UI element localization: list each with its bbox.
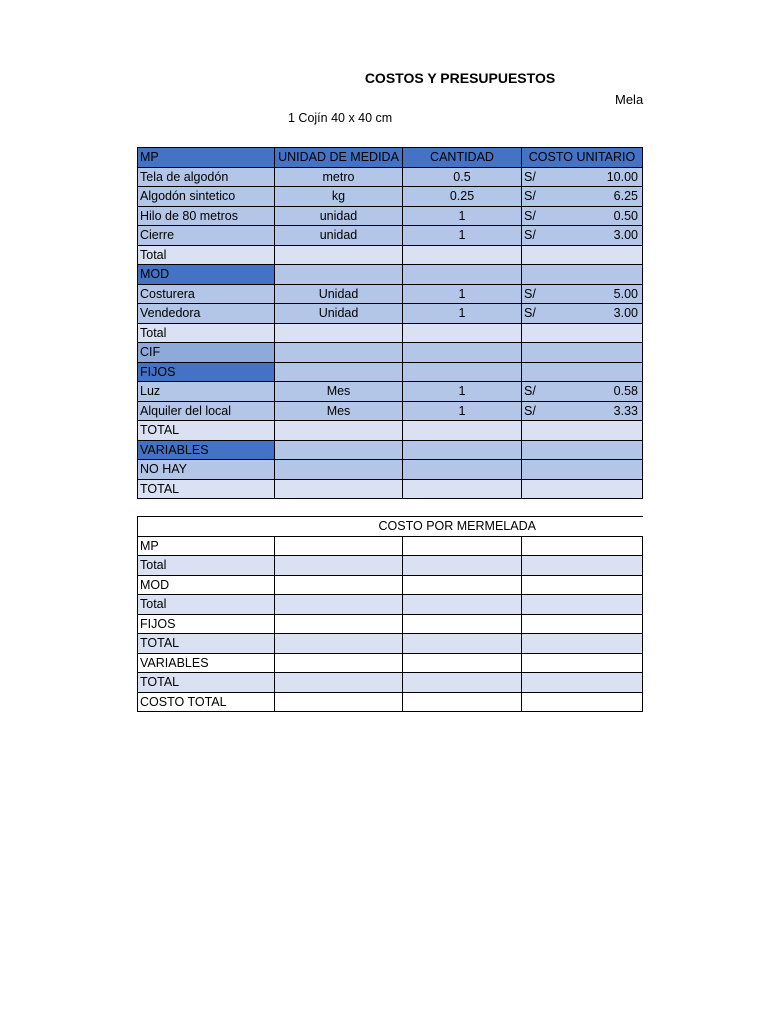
header-quantity[interactable]: CANTIDAD: [403, 148, 522, 168]
unit-cost-cell[interactable]: [522, 343, 643, 363]
table-row: [138, 382, 643, 402]
row-label[interactable]: Cierre: [138, 226, 275, 246]
summary-value-cell[interactable]: [275, 673, 403, 693]
summary-value-cell[interactable]: [522, 634, 643, 654]
summary-row: [138, 614, 643, 634]
unit-cost-cell[interactable]: [522, 226, 643, 246]
currency-symbol: S/: [524, 189, 536, 204]
cost-value: 3.33: [613, 403, 638, 418]
unit-cell[interactable]: [275, 323, 403, 343]
summary-value-cell[interactable]: [275, 634, 403, 654]
quantity-cell[interactable]: [403, 440, 522, 460]
quantity-cell[interactable]: 0.25: [403, 187, 522, 207]
table-row: [138, 479, 643, 499]
unit-cost-cell[interactable]: [522, 479, 643, 499]
unit-cell[interactable]: [275, 265, 403, 285]
unit-cost-cell[interactable]: [522, 460, 643, 480]
cost-value: 10.00: [606, 169, 638, 184]
summary-label[interactable]: Total: [138, 556, 275, 576]
summary-table: [137, 516, 643, 712]
header-unit-cost[interactable]: COSTO UNITARIO: [522, 148, 643, 168]
unit-cell[interactable]: [275, 479, 403, 499]
currency-symbol: S/: [524, 306, 536, 321]
summary-label[interactable]: MOD: [138, 575, 275, 595]
unit-cell[interactable]: [275, 460, 403, 480]
section-label[interactable]: MOD: [138, 265, 275, 285]
summary-value-cell[interactable]: [522, 692, 643, 712]
author-name: Mela: [615, 92, 644, 107]
summary-value-cell[interactable]: [275, 556, 403, 576]
quantity-cell[interactable]: 0.5: [403, 167, 522, 187]
unit-cost-cell[interactable]: [522, 167, 643, 187]
unit-cost-cell[interactable]: [522, 304, 643, 324]
section-label[interactable]: FIJOS: [138, 362, 275, 382]
summary-value-cell[interactable]: [275, 692, 403, 712]
cost-value: 3.00: [613, 228, 638, 243]
quantity-cell[interactable]: [403, 323, 522, 343]
row-label[interactable]: Hilo de 80 metros: [138, 206, 275, 226]
summary-value-cell[interactable]: [403, 595, 522, 615]
summary-value-cell[interactable]: [403, 692, 522, 712]
unit-cost-cell[interactable]: [522, 187, 643, 207]
row-label[interactable]: Vendedora: [138, 304, 275, 324]
quantity-cell[interactable]: 1: [403, 382, 522, 402]
quantity-cell[interactable]: 1: [403, 284, 522, 304]
product-subtitle: 1 Cojín 40 x 40 cm: [288, 111, 393, 125]
summary-value-cell[interactable]: [403, 614, 522, 634]
unit-cost-cell[interactable]: [522, 421, 643, 441]
unit-cell[interactable]: Mes: [275, 401, 403, 421]
quantity-cell[interactable]: 1: [403, 206, 522, 226]
header-unit[interactable]: UNIDAD DE MEDIDA: [275, 148, 403, 168]
unit-cell[interactable]: [275, 421, 403, 441]
unit-cell[interactable]: [275, 245, 403, 265]
quantity-cell[interactable]: [403, 421, 522, 441]
summary-value-cell[interactable]: [522, 575, 643, 595]
cost-table-header: [138, 148, 643, 168]
summary-label[interactable]: Total: [138, 595, 275, 615]
unit-cost-cell[interactable]: [522, 245, 643, 265]
quantity-cell[interactable]: 1: [403, 226, 522, 246]
summary-value-cell[interactable]: [403, 575, 522, 595]
section-label[interactable]: CIF: [138, 343, 275, 363]
summary-caption[interactable]: COSTO POR MERMELADA: [275, 517, 643, 537]
summary-row: [138, 556, 643, 576]
unit-cell[interactable]: [275, 440, 403, 460]
currency-symbol: S/: [524, 169, 536, 184]
summary-row: [138, 692, 643, 712]
section-row: [138, 362, 643, 382]
summary-value-cell[interactable]: [403, 673, 522, 693]
row-label[interactable]: NO HAY: [138, 460, 275, 480]
quantity-cell[interactable]: 1: [403, 304, 522, 324]
summary-value-cell[interactable]: [522, 653, 643, 673]
table-row: [138, 284, 643, 304]
quantity-cell[interactable]: [403, 362, 522, 382]
table-row: [138, 401, 643, 421]
summary-caption-cell[interactable]: [138, 517, 275, 537]
summary-label[interactable]: FIJOS: [138, 614, 275, 634]
quantity-cell[interactable]: [403, 265, 522, 285]
currency-symbol: S/: [524, 208, 536, 223]
summary-label[interactable]: MP: [138, 536, 275, 556]
currency-symbol: S/: [524, 403, 536, 418]
summary-value-cell[interactable]: [275, 575, 403, 595]
summary-value-cell[interactable]: [275, 653, 403, 673]
table-row: [138, 460, 643, 480]
unit-cost-cell[interactable]: [522, 440, 643, 460]
quantity-cell[interactable]: [403, 343, 522, 363]
row-label[interactable]: Tela de algodón: [138, 167, 275, 187]
section-row: [138, 440, 643, 460]
row-label[interactable]: Alquiler del local: [138, 401, 275, 421]
summary-row: [138, 595, 643, 615]
cost-value: 6.25: [613, 189, 638, 204]
summary-value-cell[interactable]: [275, 536, 403, 556]
quantity-cell[interactable]: [403, 245, 522, 265]
unit-cell[interactable]: unidad: [275, 226, 403, 246]
row-label[interactable]: Costurera: [138, 284, 275, 304]
section-label[interactable]: VARIABLES: [138, 440, 275, 460]
summary-row: [138, 575, 643, 595]
cost-table: [137, 147, 643, 499]
cost-value: 3.00: [613, 306, 638, 321]
row-label[interactable]: TOTAL: [138, 421, 275, 441]
summary-value-cell[interactable]: [522, 536, 643, 556]
unit-cost-cell[interactable]: [522, 382, 643, 402]
header-mp[interactable]: MP: [138, 148, 275, 168]
table-row: [138, 245, 643, 265]
cost-value: 5.00: [613, 286, 638, 301]
summary-value-cell[interactable]: [275, 595, 403, 615]
table-row: [138, 167, 643, 187]
row-label[interactable]: TOTAL: [138, 479, 275, 499]
unit-cost-cell[interactable]: [522, 265, 643, 285]
row-label[interactable]: Luz: [138, 382, 275, 402]
unit-cell[interactable]: kg: [275, 187, 403, 207]
table-row: [138, 226, 643, 246]
table-row: [138, 421, 643, 441]
unit-cell[interactable]: [275, 343, 403, 363]
unit-cell[interactable]: metro: [275, 167, 403, 187]
summary-value-cell[interactable]: [522, 673, 643, 693]
table-row: [138, 304, 643, 324]
quantity-cell[interactable]: 1: [403, 401, 522, 421]
cost-value: 0.50: [613, 208, 638, 223]
summary-value-cell[interactable]: [522, 595, 643, 615]
summary-row: [138, 673, 643, 693]
summary-label[interactable]: TOTAL: [138, 634, 275, 654]
section-row: [138, 265, 643, 285]
table-row: [138, 323, 643, 343]
summary-label[interactable]: TOTAL: [138, 673, 275, 693]
unit-cell[interactable]: unidad: [275, 206, 403, 226]
summary-label[interactable]: COSTO TOTAL: [138, 692, 275, 712]
section-row: [138, 343, 643, 363]
table-row: [138, 187, 643, 207]
unit-cost-cell[interactable]: [522, 323, 643, 343]
currency-symbol: S/: [524, 286, 536, 301]
quantity-cell[interactable]: [403, 460, 522, 480]
currency-symbol: S/: [524, 228, 536, 243]
row-label[interactable]: Algodón sintetico: [138, 187, 275, 207]
unit-cell[interactable]: Unidad: [275, 304, 403, 324]
cost-value: 0.58: [613, 384, 638, 399]
currency-symbol: S/: [524, 384, 536, 399]
summary-label[interactable]: VARIABLES: [138, 653, 275, 673]
row-label[interactable]: Total: [138, 245, 275, 265]
table-row: [138, 206, 643, 226]
unit-cost-cell[interactable]: [522, 206, 643, 226]
unit-cell[interactable]: Mes: [275, 382, 403, 402]
unit-cost-cell[interactable]: [522, 401, 643, 421]
quantity-cell[interactable]: [403, 479, 522, 499]
summary-value-cell[interactable]: [403, 556, 522, 576]
document-title: COSTOS Y PRESUPUESTOS: [364, 70, 556, 86]
summary-row: [138, 536, 643, 556]
summary-value-cell[interactable]: [403, 653, 522, 673]
unit-cell[interactable]: [275, 362, 403, 382]
unit-cost-cell[interactable]: [522, 362, 643, 382]
unit-cell[interactable]: Unidad: [275, 284, 403, 304]
unit-cost-cell[interactable]: [522, 284, 643, 304]
summary-value-cell[interactable]: [403, 536, 522, 556]
summary-row: [138, 653, 643, 673]
summary-row: [138, 634, 643, 654]
summary-value-cell[interactable]: [275, 614, 403, 634]
summary-value-cell[interactable]: [522, 556, 643, 576]
summary-value-cell[interactable]: [403, 634, 522, 654]
summary-value-cell[interactable]: [522, 614, 643, 634]
row-label[interactable]: Total: [138, 323, 275, 343]
summary-caption-row: [138, 517, 643, 537]
